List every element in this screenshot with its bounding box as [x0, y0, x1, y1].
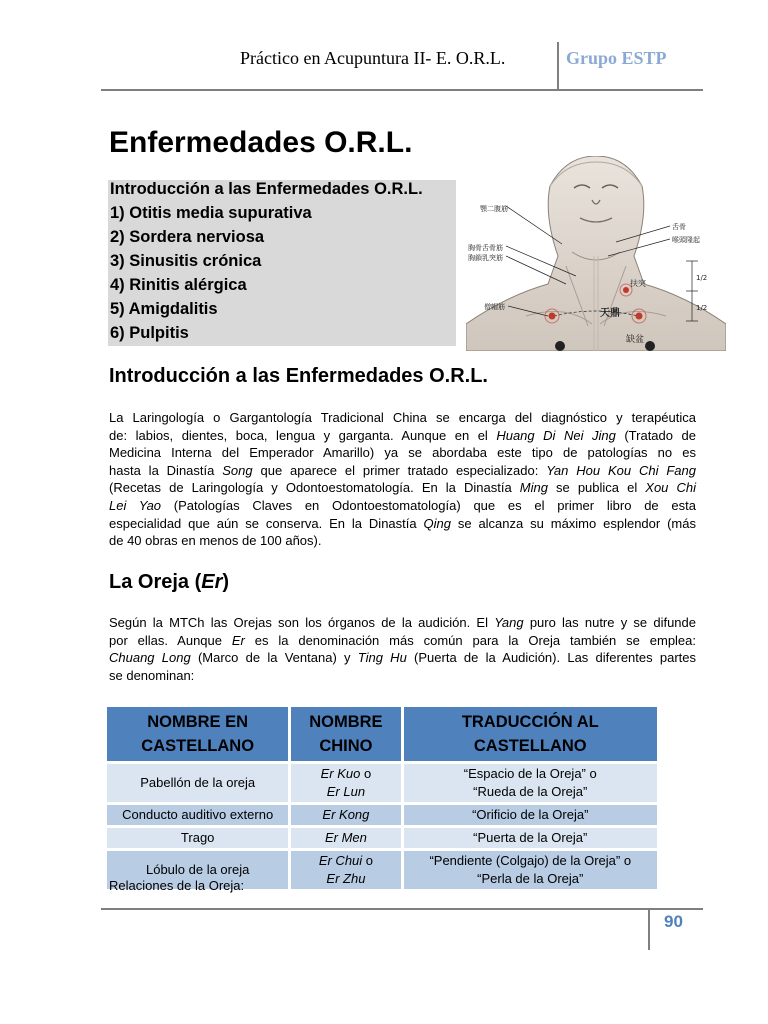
figure-label: 1/2	[696, 274, 708, 282]
header-separator	[557, 42, 559, 90]
table-cell: Er Kong	[291, 805, 400, 825]
table-cell: “Espacio de la Oreja” o “Rueda de la Oreja”	[404, 764, 658, 802]
table-cell: Conducto auditivo externo	[107, 805, 288, 825]
footer-rule	[101, 908, 703, 910]
table-cell: “Orificio de la Oreja”	[404, 805, 658, 825]
table-row	[107, 805, 657, 825]
figure-label: 顎二腹筋	[480, 205, 508, 213]
toc-item: 5) Amigdalitis	[110, 300, 218, 318]
figure-label: 舌骨	[672, 223, 686, 231]
toc-item: Introducción a las Enfermedades O.R.L.	[110, 180, 423, 198]
figure-label: 扶突	[630, 279, 646, 288]
table-cell: Pabellón de la oreja	[107, 764, 288, 802]
table-cell: Er Chui o Er Zhu	[291, 851, 400, 889]
table-cell: Trago	[107, 828, 288, 848]
header-rule	[101, 89, 703, 91]
figure-label: 缺盆	[626, 335, 645, 345]
relaciones-label: Relaciones de la Oreja:	[109, 878, 245, 893]
header-title: Práctico en Acupuntura II- E. O.R.L.	[240, 48, 506, 68]
toc-item: 6) Pulpitis	[110, 324, 189, 342]
neck-anatomy-figure	[466, 156, 726, 351]
table-cell: Er Kuo o Er Lun	[291, 764, 400, 802]
toc-item: 3) Sinusitis crónica	[110, 252, 262, 270]
page-title: Enfermedades O.R.L.	[109, 126, 413, 159]
oreja-paragraph: Según la MTCh las Orejas son los órganos de la audición. El Yang puro las nutre y se difunde por ellas. Aunque Er es la denominación más común para la Oreja también se emplea: Chuang Long (Marco de la Ventana) y Ting Hu (Puerta de la Audición). Las diferentes partes se denominan:	[109, 615, 697, 683]
table-row	[107, 828, 657, 848]
header-group: Grupo ESTP	[566, 48, 667, 68]
table-header: NOMBRE EN CASTELLANO	[107, 707, 288, 761]
footer-separator	[648, 908, 650, 950]
table-of-contents	[108, 180, 456, 346]
toc-item: 4) Rinitis alérgica	[110, 276, 247, 294]
ear-parts-table	[104, 704, 660, 892]
table-row	[107, 764, 657, 802]
table-header: NOMBRE CHINO	[291, 707, 400, 761]
figure-label: 胸骨舌骨筋	[468, 244, 503, 252]
toc-item: 2) Sordera nerviosa	[110, 228, 265, 246]
table-header: TRADUCCIÓN AL CASTELLANO	[404, 707, 658, 761]
figure-label: 僧帽筋	[484, 303, 505, 311]
toc-item: 1) Otitis media supurativa	[110, 204, 312, 222]
section-heading-introduccion: Introducción a las Enfermedades O.R.L.	[109, 365, 488, 387]
section-heading-la-oreja: La Oreja (Er)	[109, 571, 230, 593]
figure-label: 天鼎	[600, 308, 620, 319]
intro-paragraph: La Laringología o Gargantología Tradicional China se encarga del diagnóstico y terapéutica de: labios, dientes, boca, lengua y garganta. Aunque en el Huang Di Nei Jing (Tratado de Medicina Interna del Emperador Amarillo) ya se abordaba este tipo de patologías no es hasta la Dinastía Song que aparece el primer tratado especializado: Yan Hou Kou Chi Fang (Recetas de Laringología y Odontoestomatología. En la Dinastía Ming se publica el Xou Chi Lei Yao (Patologías Claves en Odontoestomatología) que es el primer libro de esta especialidad que aún se conserva. En la Dinastía Qing se alcanza su máximo esplendor (más de 40 obras en menos de 100 años).	[109, 410, 696, 549]
figure-label: 喉頭隆起	[672, 236, 700, 244]
table-cell: Lóbulo de la oreja	[107, 851, 288, 889]
table-cell: Er Men	[291, 828, 400, 848]
table-cell: “Pendiente (Colgajo) de la Oreja” o “Perla de la Oreja”	[404, 851, 658, 889]
figure-label: 胸鎖乳突筋	[468, 254, 503, 262]
page-number: 90	[664, 912, 683, 931]
table-cell: “Puerta de la Oreja”	[404, 828, 658, 848]
figure-label: 1/2	[696, 304, 708, 312]
